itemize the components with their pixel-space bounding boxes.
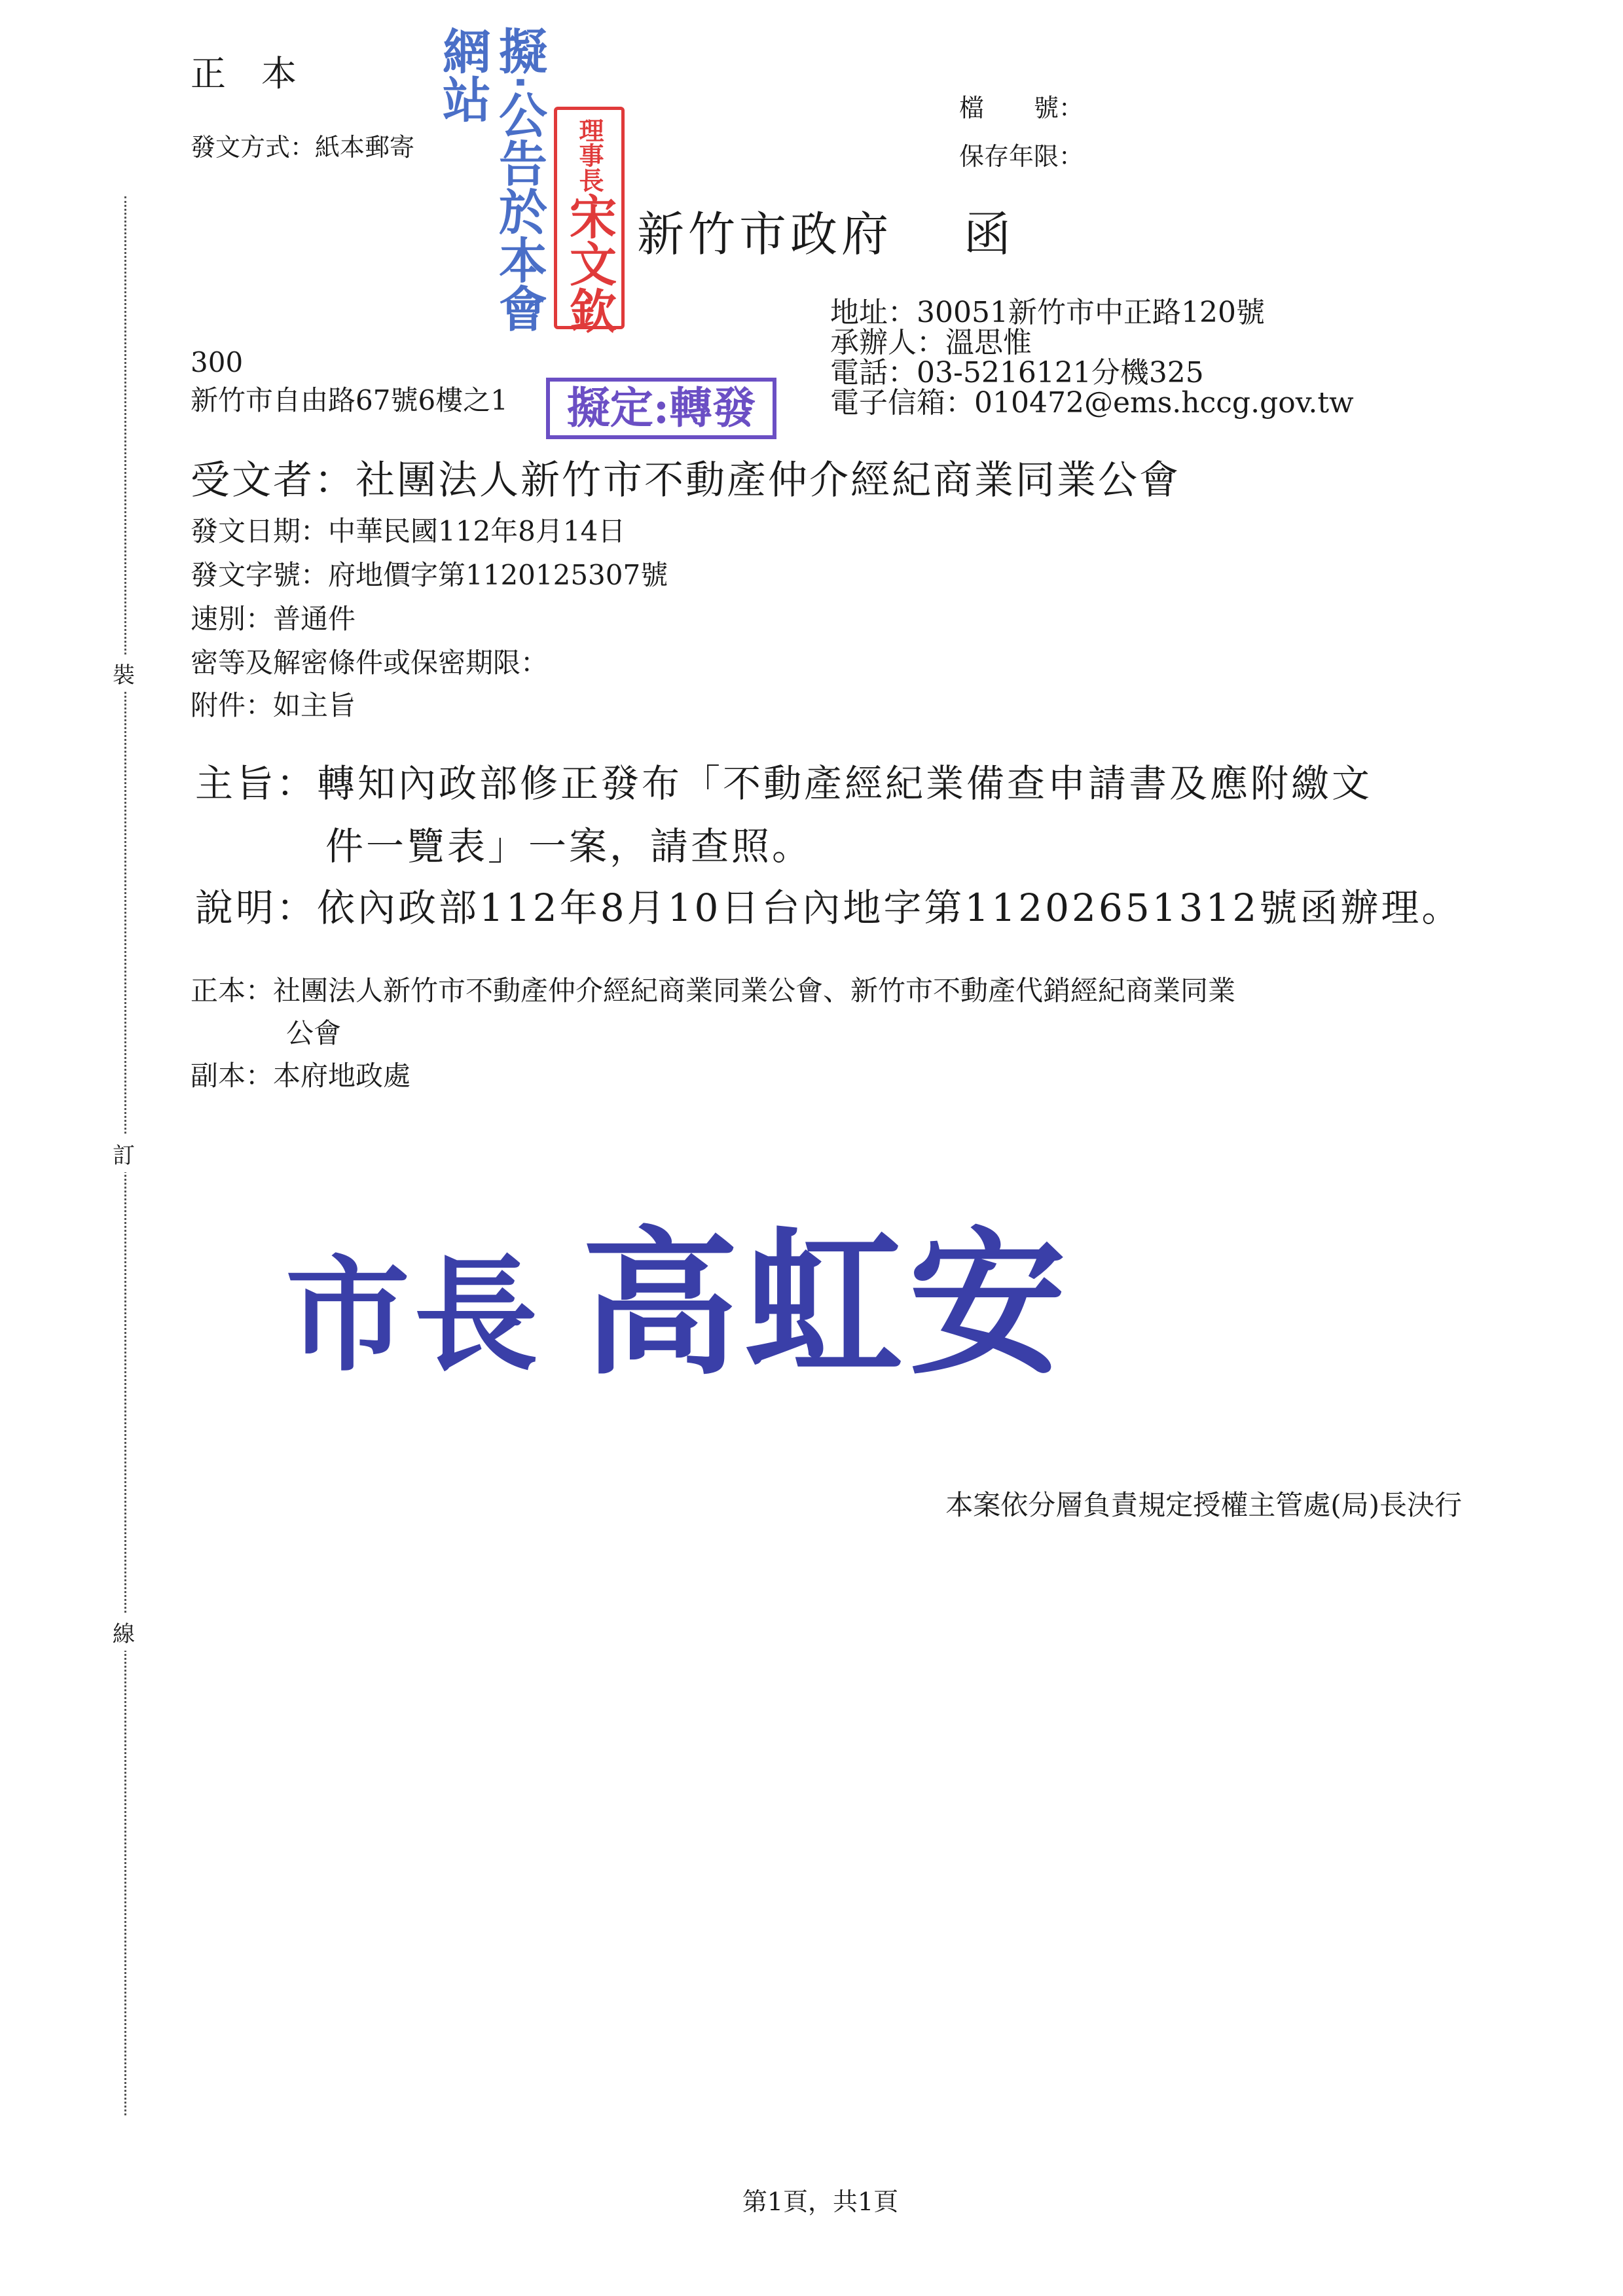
subject-line-2: 件一覽表」一案，請查照。	[325, 824, 813, 869]
binding-label-zhuang: 裝	[113, 655, 135, 692]
page-info: 第1頁，共1頁	[742, 2187, 899, 2216]
mayor-signature	[285, 1178, 1072, 1404]
sender-email: 電子信箱：010472@ems.hccg.gov.tw	[830, 386, 1354, 420]
postal-code: 300	[191, 346, 244, 378]
urgency: 速別：普通件	[191, 603, 356, 635]
sender-address: 地址：30051新竹市中正路120號	[830, 296, 1265, 329]
seal-name: 宋文欽	[562, 192, 617, 334]
distribution-original-2: 公會	[286, 1017, 342, 1049]
binding-label-xian: 線	[113, 1613, 135, 1651]
issuing-org: 新竹市政府	[637, 207, 893, 262]
recipient: 受文者：社團法人新竹市不動產仲介經紀商業同業公會	[191, 457, 1180, 503]
file-number-label: 檔 號：	[959, 94, 1084, 122]
sender-phone: 電話：03-5216121分機325	[830, 356, 1204, 389]
delivery-method: 發文方式：紙本郵寄	[191, 133, 415, 162]
confidentiality: 密等及解密條件或保密期限：	[191, 647, 549, 679]
recipient-address: 新竹市自由路67號6樓之1	[191, 384, 508, 416]
retention-label: 保存年限：	[959, 142, 1084, 171]
document-type: 函	[963, 207, 1015, 262]
blue-vertical-stamp: 擬‧公告於本會網站	[435, 26, 547, 332]
copy-type: 正 本	[191, 53, 297, 94]
binding-label-ding: 訂	[113, 1135, 135, 1172]
distribution-copy: 副本：本府地政處	[191, 1060, 411, 1092]
explanation: 說明：依內政部112年8月10日台內地字第11202651312號函辦理。	[195, 886, 1463, 930]
sender-info	[830, 298, 1354, 418]
seal-title: 理事長	[575, 118, 604, 192]
subject-line-1: 主旨：轉知內政部修正發布「不動產經紀業備查申請書及應附繳文	[195, 761, 1373, 806]
distribution-original-1: 正本：社團法人新竹市不動產仲介經紀商業同業公會、新竹市不動產代銷經紀商業同業	[191, 975, 1236, 1007]
document-number: 發文字號：府地價字第1120125307號	[191, 559, 668, 591]
signature-title: 市長	[285, 1244, 543, 1388]
issue-date: 發文日期：中華民國112年8月14日	[191, 515, 626, 547]
sender-handler: 承辦人：溫思惟	[830, 326, 1032, 359]
forward-stamp: 擬定:轉發	[546, 378, 776, 439]
authorization-note: 本案依分層負責規定授權主管處(局)長決行	[945, 1489, 1462, 1521]
attachment: 附件：如主旨	[191, 689, 356, 721]
signature-name: 高虹安	[581, 1213, 1073, 1396]
document-title	[637, 196, 1015, 264]
chairman-seal-stamp	[554, 107, 625, 334]
